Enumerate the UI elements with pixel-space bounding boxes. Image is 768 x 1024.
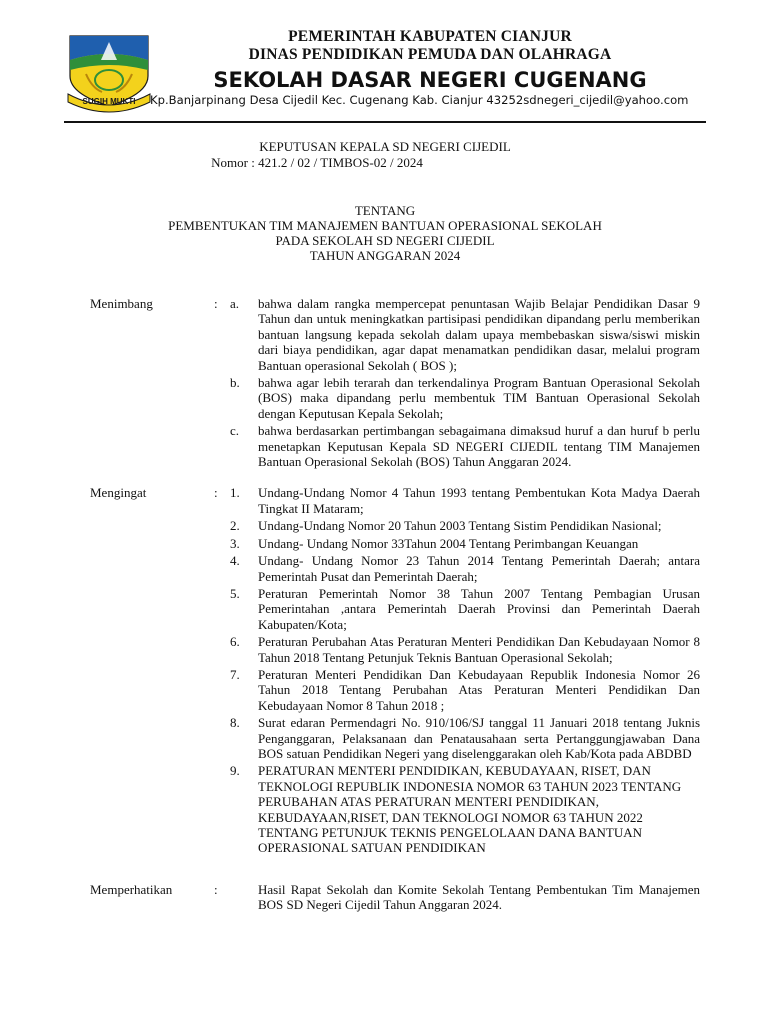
list-item <box>230 667 700 713</box>
item-marker: 2. <box>230 518 240 534</box>
item-text: Undang-Undang Nomor 20 Tahun 2003 Tentang Sistim Pendidikan Nasional; <box>258 518 662 534</box>
section-colon: : <box>214 296 218 311</box>
item-marker: 5. <box>230 585 240 601</box>
letterhead-divider <box>64 121 706 123</box>
section-mengingat <box>90 485 700 855</box>
item-text: bahwa agar lebih terarah dan terkendalinya Program Bantuan Operasional Sekolah (BOS) maka dipandang perlu membentuk TIM Bantuan Operasional Sekolah dengan Keputusan Kepala Sekolah; <box>258 375 700 421</box>
item-marker: 6. <box>230 634 240 650</box>
item-text: PERATURAN MENTERI PENDIDIKAN, KEBUDAYAAN, RISET, DAN TEKNOLOGI REPUBLIK INDONESIA NOMOR 63 TAHUN 2023 TENTANG PERUBAHAN ATAS PERATURAN MENTERI PENDIDIKAN, KEBUDAYAAN,RISET, DAN TEKNOLOGI NOMOR 63 TAHUN 2022 TENTANG PETUNJUK TEKNIS PENGELOLAAN DANA BANTUAN OPERASIONAL SATUAN PENDIDIKAN <box>258 763 682 856</box>
letterhead <box>150 28 710 94</box>
item-marker: b. <box>230 375 240 391</box>
subject-line-2: PADA SEKOLAH SD NEGERI CIJEDIL <box>275 233 495 248</box>
section-menimbang <box>90 296 700 469</box>
decree-title: KEPUTUSAN KEPALA SD NEGERI CIJEDIL <box>259 139 511 154</box>
list-item <box>230 763 700 855</box>
item-marker: c. <box>230 423 240 439</box>
list-item <box>230 375 700 421</box>
item-text: Undang-Undang Nomor 4 Tahun 1993 tentang Pembentukan Kota Madya Daerah Tingkat II Mataram; <box>258 485 700 516</box>
list-item <box>230 485 700 516</box>
regency-emblem-logo <box>62 30 156 114</box>
list-item <box>230 536 700 551</box>
item-marker: 1. <box>230 485 240 501</box>
list-item <box>230 423 700 469</box>
item-text: Peraturan Menteri Pendidikan Dan Kebudayaan Republik Indonesia Nomor 26 Tahun 2018 Tentang Perubahan Atas Peraturan Menteri Pendidikan Dan Kebudayaan Nomor 8 Tahun 2018 ; <box>258 666 700 713</box>
item-marker: 7. <box>230 666 240 682</box>
item-marker: a. <box>230 296 240 311</box>
item-marker: 4. <box>230 553 240 569</box>
item-marker: 9. <box>230 763 240 779</box>
school-address: Kp.Banjarpinang Desa Cijedil Kec. Cugenang Kab. Cianjur 43252sdnegeri_cijedil@yahoo.com <box>150 93 689 107</box>
agency-name: DINAS PENDIDIKAN PEMUDA DAN OLAHRAGA <box>248 46 612 63</box>
item-text: Undang- Undang Nomor 33Tahun 2004 Tentang Perimbangan Keuangan <box>258 535 639 551</box>
item-text: Peraturan Perubahan Atas Peraturan Menteri Pendidikan Dan Kebudayaan Nomor 8 Tahun 2018 Tentang Petunjuk Teknis Bantuan Operasional Sekolah; <box>258 634 700 665</box>
list-item <box>230 586 700 632</box>
government-name: PEMERINTAH KABUPATEN CIANJUR <box>288 28 572 45</box>
section-colon: : <box>214 881 218 897</box>
decree-body <box>90 296 700 913</box>
item-text: Peraturan Pemerintah Nomor 38 Tahun 2007 Tentang Pembagian Urusan Pemerintahan ,antara Pemerintah Daerah Provinsi dan Pemerintah Daerah Kabupaten/Kota; <box>258 585 700 632</box>
logo-motto: SUGIH MUKTI <box>82 97 136 106</box>
list-item <box>230 296 700 373</box>
about-heading: TENTANG <box>354 203 416 218</box>
section-label: Memperhatikan <box>90 881 173 897</box>
decree-number: Nomor : 421.2 / 02 / TIMBOS-02 / 2024 <box>211 155 423 170</box>
list-item <box>230 518 700 533</box>
subject-line-3: TAHUN ANGGARAN 2024 <box>309 248 461 263</box>
item-text: bahwa berdasarkan pertimbangan sebagaimana dimaksud huruf a dan huruf b perlu menetapkan Keputusan Kepala SD NEGERI CIJEDIL tentang TIM Manajemen Bantuan Operasional Sekolah (BOS) Tahun Anggaran 2024. <box>258 423 700 470</box>
section-colon: : <box>214 485 218 501</box>
list-item <box>230 715 700 761</box>
item-text: bahwa dalam rangka mempercepat penuntasan Wajib Belajar Pendidikan Dasar 9 Tahun dan untuk meningkatkan partisipasi pendidikan dipandang perlu memberikan bantuan langsung kepada sekolah dalam upaya membebaskan siswa/siswi miskin dari biaya pendidikan, agar dapat menamatkan pendidikan dasar, melalui program Bantuan operasional Sekolah ( BOS ); <box>258 296 700 373</box>
item-marker: 3. <box>230 535 240 551</box>
section-label: Mengingat <box>90 485 147 501</box>
item-marker: 8. <box>230 715 240 731</box>
consideration-text: Hasil Rapat Sekolah dan Komite Sekolah Tentang Pembentukan Tim Manajemen BOS SD Negeri Cijedil Tahun Anggaran 2024. <box>258 881 700 913</box>
section-label: Menimbang <box>90 296 153 311</box>
subject-line-1: PEMBENTUKAN TIM MANAJEMEN BANTUAN OPERASIONAL SEKOLAH <box>168 218 602 233</box>
section-memperhatikan <box>90 882 700 913</box>
list-item <box>230 634 700 665</box>
item-text: Undang- Undang Nomor 23 Tahun 2014 Tentang Pemerintah Daerah; antara Pemerintah Pusat dan Pemerintah Daerah; <box>258 553 700 584</box>
item-text: Surat edaran Permendagri No. 910/106/SJ tanggal 11 Januari 2018 tentang Juknis Penganggaran, Pelaksanaan dan Penatausahaan serta Pertanggungjawaban Dana BOS satuan Pendidikan Negeri yang diselenggarakan oleh Kab/Kota pada ABDBD <box>258 715 700 761</box>
list-item <box>230 553 700 584</box>
school-name: SEKOLAH DASAR NEGERI CUGENANG <box>213 68 647 92</box>
